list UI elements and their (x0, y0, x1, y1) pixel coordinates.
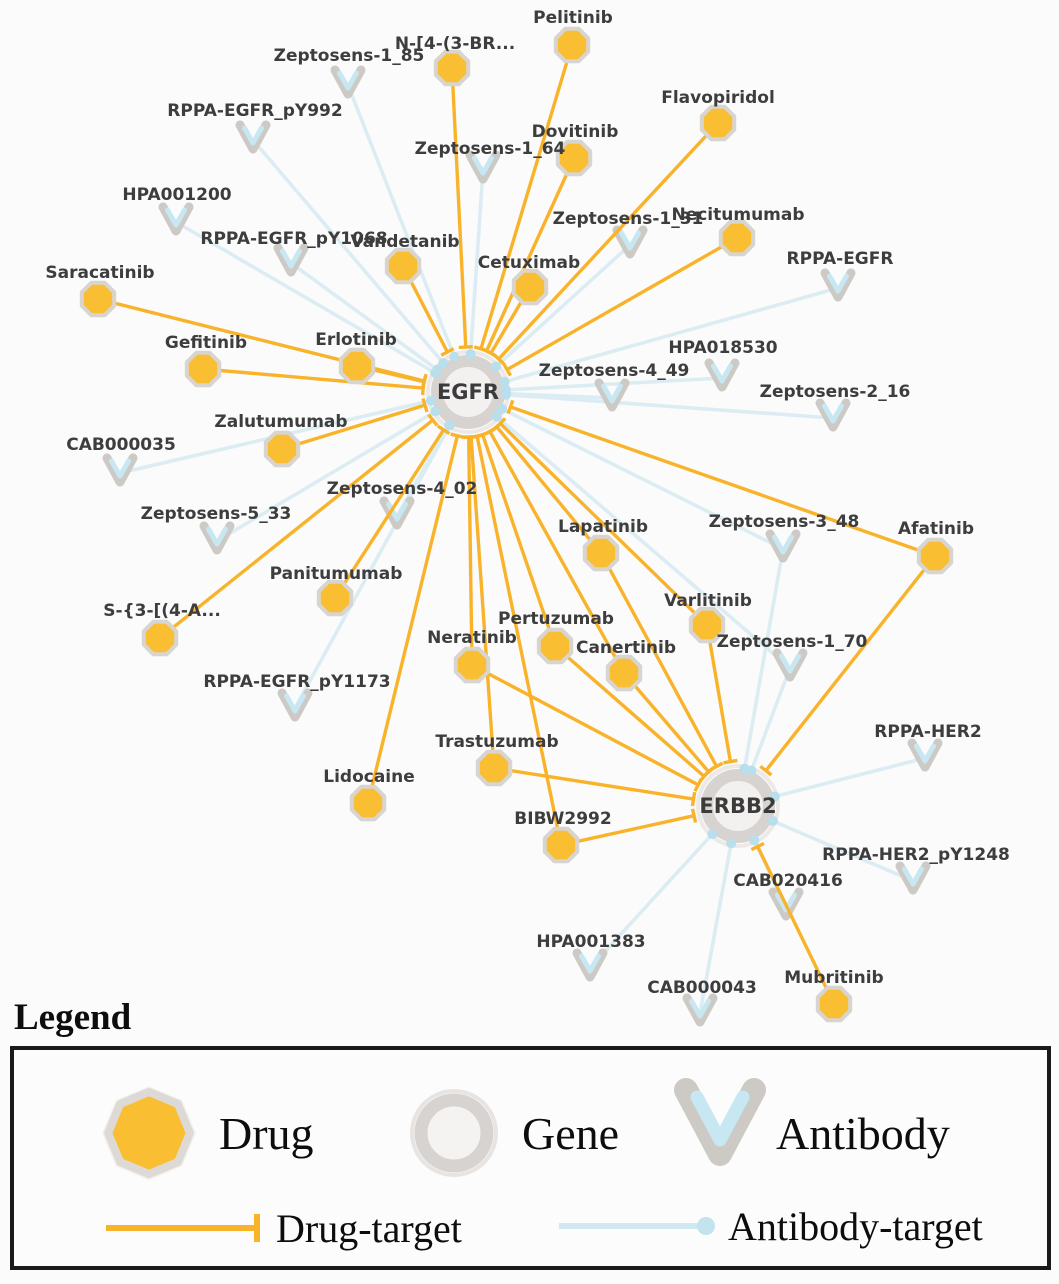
drug-label-Dovitinib: Dovitinib (532, 122, 619, 142)
drug-node-Neratinib[interactable] (456, 649, 488, 681)
legend-antibody-target-label: Antibody-target (728, 1204, 983, 1249)
antibody-edge-endpoint-dot (746, 765, 756, 775)
antibody-edge-endpoint-dot (501, 390, 511, 400)
antibody-edge-endpoint-dot (445, 420, 455, 430)
antibody-label-Zeptosens-2_16: Zeptosens-2_16 (760, 382, 911, 402)
drug-node-BIBW2992[interactable] (545, 829, 577, 861)
antibody-node-Zeptosens-1_70[interactable] (777, 653, 803, 677)
antibody-label-HPA018530: HPA018530 (668, 338, 777, 358)
drug-node-Gefitinib[interactable] (187, 353, 219, 385)
antibody-edge-endpoint-dot (449, 352, 459, 362)
antibody-node-RPPA-HER2[interactable] (912, 743, 938, 767)
drug-octagon-icon (319, 582, 351, 614)
drug-edge-tbar (423, 375, 426, 389)
drug-label-Necitumumab: Necitumumab (671, 205, 804, 225)
drug-label-Canertinib: Canertinib (576, 638, 676, 658)
legend-symbols (14, 1050, 1039, 1258)
drug-edge-tbar (459, 347, 473, 348)
legend-drug-label: Drug (219, 1108, 314, 1159)
antibody-label-Zeptosens-3_48: Zeptosens-3_48 (709, 512, 860, 532)
antibody-node-HPA018530[interactable] (709, 363, 735, 387)
drug-node-Lidocaine[interactable] (352, 787, 384, 819)
drug-edge-Trastuzumab-ERBB2 (494, 768, 695, 806)
antibody-label-RPPA-EGFR_pY1068: RPPA-EGFR_pY1068 (200, 229, 387, 249)
antibody-node-Zeptosens-1_31[interactable] (617, 230, 643, 254)
antibody-node-Zeptosens-1_85[interactable] (335, 70, 361, 94)
drug-node-Canertinib[interactable] (608, 657, 640, 689)
antibody-label-Zeptosens-4_49: Zeptosens-4_49 (539, 361, 690, 381)
antibody-node-Zeptosens-3_48[interactable] (770, 534, 796, 558)
drug-octagon-icon (721, 222, 753, 254)
drug-node-Flavopiridol[interactable] (702, 107, 734, 139)
drug-node-N-[4-(3-BR...[interactable] (436, 52, 468, 84)
antibody-edge-endpoint-dot (426, 396, 436, 406)
drug-edge-tbar (692, 792, 694, 806)
antibody-edge-endpoint-dot (432, 365, 442, 375)
legend-title: Legend (14, 996, 131, 1039)
drug-label-Afatinib: Afatinib (898, 519, 974, 539)
drug-edge-N-[4-(3-BR...-EGFR (452, 68, 473, 347)
drug-octagon-icon (82, 283, 114, 315)
drug-label-Saracatinib: Saracatinib (45, 263, 154, 283)
antibody-label-CAB020416: CAB020416 (733, 871, 843, 891)
drug-label-BIBW2992: BIBW2992 (514, 809, 611, 829)
drug-octagon-icon (539, 630, 571, 662)
drug-label-Panitumumab: Panitumumab (270, 564, 403, 584)
antibody-node-RPPA-EGFR_pY992[interactable] (240, 125, 266, 149)
drug-node-Trastuzumab[interactable] (478, 752, 510, 784)
drug-octagon-icon (545, 829, 577, 861)
antibody-label-HPA001200: HPA001200 (122, 185, 231, 205)
drug-octagon-icon (341, 350, 373, 382)
drug-label-Trastuzumab: Trastuzumab (435, 732, 558, 752)
drug-node-Pertuzumab[interactable] (539, 630, 571, 662)
drug-label-Neratinib: Neratinib (427, 628, 517, 648)
drug-label-Erlotinib: Erlotinib (315, 330, 397, 350)
drug-edge-Flavopiridol-EGFR (494, 123, 718, 364)
legend-drug-target-label: Drug-target (276, 1206, 462, 1251)
drug-node-Erlotinib[interactable] (341, 350, 373, 382)
drug-node-Afatinib[interactable] (919, 540, 951, 572)
antibody-label-HPA001383: HPA001383 (536, 932, 645, 952)
drug-node-Necitumumab[interactable] (721, 222, 753, 254)
legend-gene-label: Gene (522, 1108, 619, 1159)
antibody-symbol-icon (686, 1090, 754, 1154)
antibody-label-RPPA-HER2_pY1248: RPPA-HER2_pY1248 (822, 845, 1010, 865)
antibody-edge-endpoint-dot (491, 361, 501, 371)
drug-label-S-{3-[(4-A...: S-{3-[(4-A... (103, 601, 221, 621)
drug-label-Pertuzumab: Pertuzumab (498, 609, 614, 629)
drug-octagon-icon (266, 433, 298, 465)
drug-label-Cetuximab: Cetuximab (478, 253, 580, 273)
drug-edge-tbar (451, 434, 465, 437)
drug-label-N-[4-(3-BR...: N-[4-(3-BR... (395, 34, 515, 54)
drug-node-Panitumumab[interactable] (319, 582, 351, 614)
drug-label-Mubritinib: Mubritinib (784, 968, 883, 988)
antibody-label-RPPA-EGFR_pY1173: RPPA-EGFR_pY1173 (203, 672, 390, 692)
drug-octagon-icon (352, 787, 384, 819)
antibody-label-RPPA-EGFR_pY992: RPPA-EGFR_pY992 (167, 101, 342, 121)
gene-label-ERBB2: ERBB2 (699, 794, 776, 818)
drug-node-Saracatinib[interactable] (82, 283, 114, 315)
legend-antibody-label: Antibody (776, 1108, 950, 1159)
drug-node-Mubritinib[interactable] (818, 988, 850, 1020)
drug-octagon-icon (585, 537, 617, 569)
antibody-label-Zeptosens-1_64: Zeptosens-1_64 (415, 139, 566, 159)
antibody-node-RPPA-EGFR[interactable] (825, 273, 851, 297)
drug-label-Vandetanib: Vandetanib (350, 232, 459, 252)
drug-label-Pelitinib: Pelitinib (533, 8, 613, 28)
drug-label-Lapatinib: Lapatinib (558, 517, 648, 537)
antibody-edge-endpoint-dot (430, 406, 440, 416)
drug-node-Cetuximab[interactable] (514, 271, 546, 303)
drug-octagon-icon (608, 657, 640, 689)
drug-octagon-icon (514, 271, 546, 303)
drug-edge-tbar (724, 760, 738, 762)
drug-octagon-icon (387, 250, 419, 282)
drug-octagon-icon (556, 29, 588, 61)
antibody-label-RPPA-HER2: RPPA-HER2 (874, 722, 981, 742)
antibody-edge-endpoint-dot (749, 835, 759, 845)
drug-label-Lidocaine: Lidocaine (323, 767, 415, 787)
drug-octagon-icon (702, 107, 734, 139)
drug-edge-Canertinib-ERBB2 (624, 673, 714, 776)
antibody-label-Zeptosens-5_33: Zeptosens-5_33 (141, 504, 292, 524)
antibody-label-Zeptosens-1_70: Zeptosens-1_70 (717, 632, 868, 652)
antibody-node-Zeptosens-5_33[interactable] (204, 526, 230, 550)
gene-label-EGFR: EGFR (437, 380, 499, 404)
drug-node-Pelitinib[interactable] (556, 29, 588, 61)
antibody-label-Zeptosens-1_31: Zeptosens-1_31 (553, 209, 704, 229)
antibody-node-CAB000035[interactable] (107, 458, 133, 482)
drug-label-Varlitinib: Varlitinib (664, 591, 752, 611)
antibody-edge-endpoint-dot (492, 412, 502, 422)
drug-label-Gefitinib: Gefitinib (165, 333, 247, 353)
antibody-label-Zeptosens-4_02: Zeptosens-4_02 (327, 479, 478, 499)
drug-target-edge-icon (106, 1214, 257, 1242)
antibody-edge-RPPA-HER2-ERBB2 (775, 758, 925, 797)
legend-box (10, 1046, 1051, 1270)
drug-octagon-icon (478, 752, 510, 784)
drug-node-Vandetanib[interactable] (387, 250, 419, 282)
drug-octagon-icon (436, 52, 468, 84)
antibody-node-HPA001383[interactable] (577, 953, 603, 977)
drug-edge-tbar (693, 809, 696, 823)
drug-octagon-icon (919, 540, 951, 572)
drug-label-Zalutumumab: Zalutumumab (214, 412, 347, 432)
drug-node-S-{3-[(4-A...[interactable] (144, 622, 176, 654)
drug-octagon-icon (187, 353, 219, 385)
drug-label-Flavopiridol: Flavopiridol (661, 88, 775, 108)
drug-octagon-icon (456, 649, 488, 681)
gene-symbol-icon (412, 1091, 496, 1175)
antibody-target-edge-icon (559, 1217, 715, 1235)
drug-octagon-icon (818, 988, 850, 1020)
antibody-edge-endpoint-dot (466, 349, 476, 359)
drug-node-Lapatinib[interactable] (585, 537, 617, 569)
layer-labels (45, 8, 1009, 998)
drug-symbol-icon (102, 1086, 196, 1180)
drug-edge-tbar (508, 400, 513, 413)
antibody-label-CAB000035: CAB000035 (66, 435, 176, 455)
antibody-label-Zeptosens-1_85: Zeptosens-1_85 (274, 46, 425, 66)
antibody-node-Zeptosens-2_16[interactable] (820, 403, 846, 427)
antibody-label-RPPA-EGFR: RPPA-EGFR (787, 249, 894, 269)
antibody-edge-endpoint-dot (726, 838, 736, 848)
antibody-node-RPPA-HER2_pY1248[interactable] (900, 866, 926, 890)
drug-node-Zalutumumab[interactable] (266, 433, 298, 465)
drug-octagon-icon (144, 622, 176, 654)
antibody-edge-endpoint-dot (707, 829, 717, 839)
antibody-edge-Zeptosens-1_70-ERBB2 (751, 668, 790, 770)
antibody-label-CAB000043: CAB000043 (647, 978, 757, 998)
